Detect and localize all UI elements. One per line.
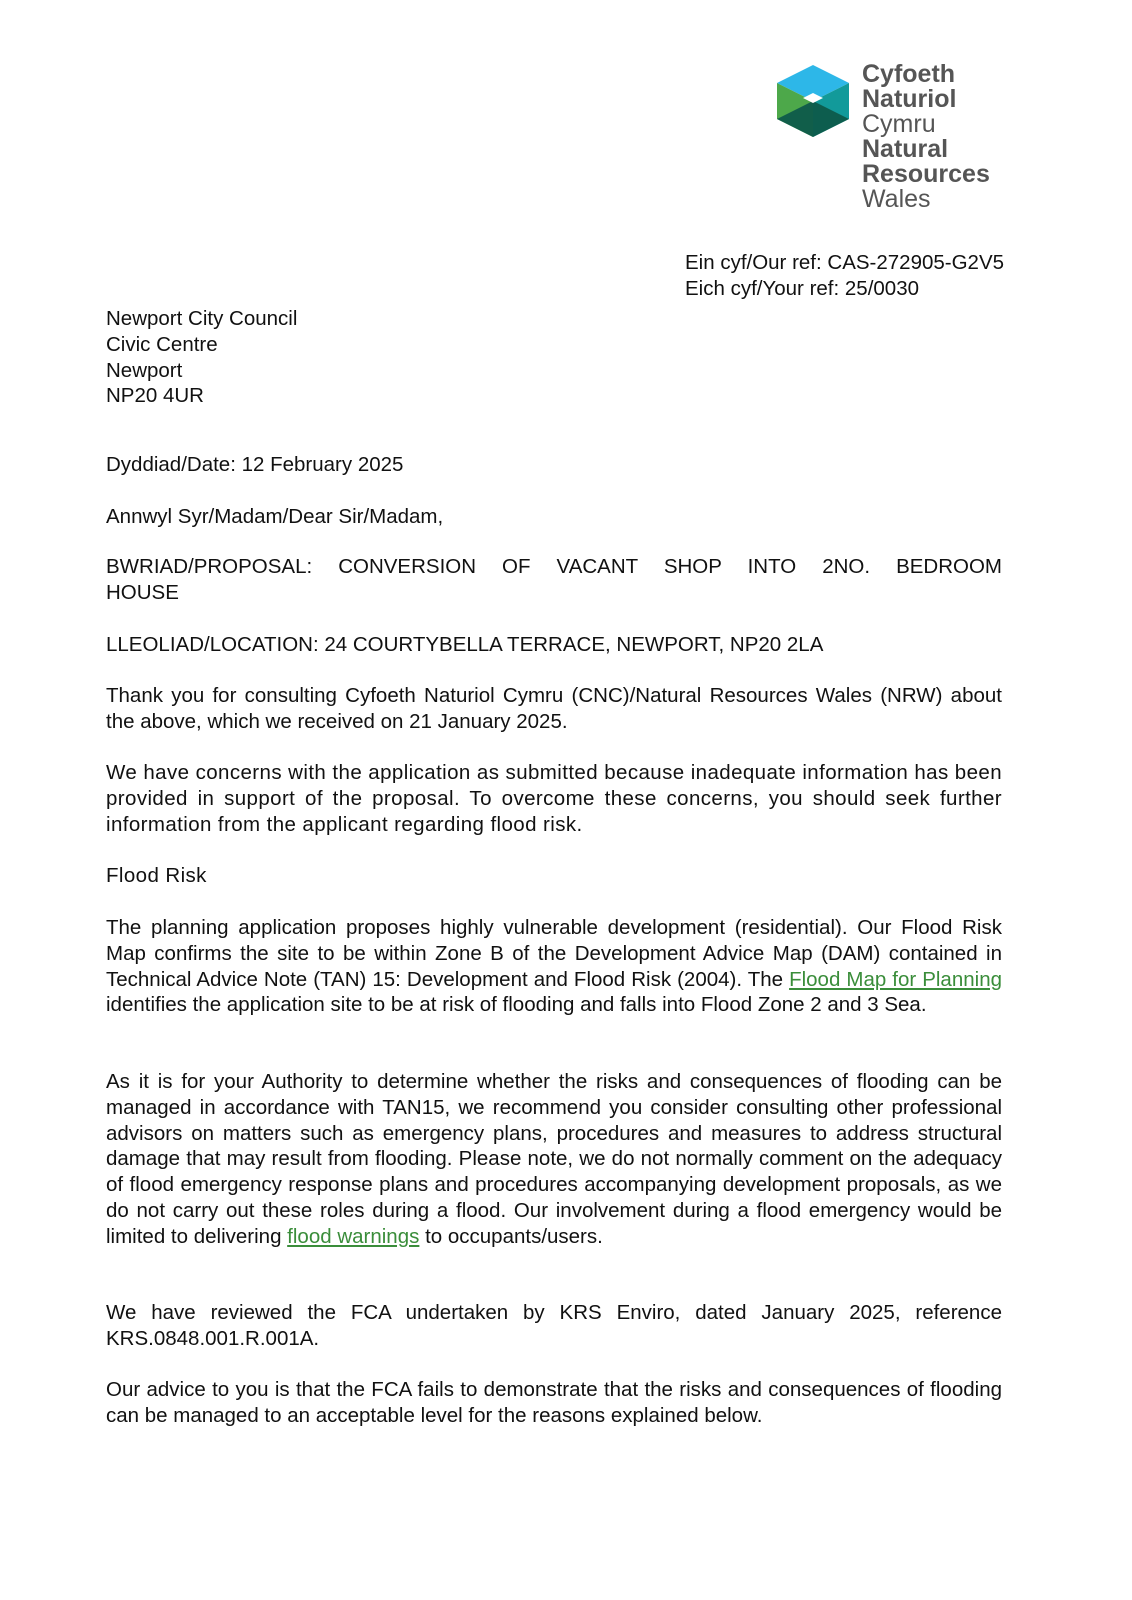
recipient-address <box>106 306 1002 409</box>
flood-map-link[interactable]: Flood Map for Planning <box>789 967 1002 991</box>
logo-line: Wales <box>862 185 931 213</box>
paragraph-fca-review: We have reviewed the FCA undertaken by KRS Enviro, dated January 2025, reference KRS.0848.001.R.001A. <box>106 1301 1002 1350</box>
paragraph-flood-zone <box>106 915 1002 1018</box>
logo-line: Cymru <box>862 110 936 138</box>
text: The planning application proposes highly vulnerable development (residential). Our Flood Risk Map confirms the site to be within Zone B of the Development Advice Map (DAM) contained in Technical Advice Note (TAN) 15: Development and Flood Risk (2004). The <box>106 916 1002 991</box>
our-ref: Ein cyf/Our ref: CAS-272905-G2V5 <box>685 251 1005 274</box>
address-line: NP20 4UR <box>106 384 204 408</box>
text: to occupants/users. <box>419 1224 603 1248</box>
nrw-logo <box>775 62 1015 222</box>
paragraph-advice: Our advice to you is that the FCA fails to demonstrate that the risks and consequences of flooding can be managed to an acceptable level for the reasons explained below. <box>106 1378 1002 1427</box>
your-ref: Eich cyf/Your ref: 25/0030 <box>685 276 919 300</box>
reference-block <box>685 250 1004 302</box>
paragraph-authority <box>106 1069 1002 1250</box>
paragraph-concerns: We have concerns with the application as submitted because inadequate information has been provided in support of the proposal. To overcome these concerns, you should seek further information from the applicant regarding flood risk. <box>106 761 1002 836</box>
flood-warnings-link[interactable]: flood warnings <box>287 1224 420 1248</box>
address-line: Civic Centre <box>106 332 218 356</box>
logo-line: Cyfoeth <box>862 60 956 88</box>
logo-line: Naturiol <box>862 85 957 113</box>
logo-line: Resources <box>862 160 990 188</box>
logo-wordmark <box>862 62 990 212</box>
address-line: Newport <box>106 358 183 382</box>
address-line: Newport City Council <box>106 307 298 330</box>
text: identifies the application site to be at risk of flooding and falls into Flood Zone 2 and 3 Sea. <box>106 993 927 1017</box>
heading-flood-risk: Flood Risk <box>106 864 207 887</box>
paragraph-consultation: Thank you for consulting Cyfoeth Naturiol Cymru (CNC)/Natural Resources Wales (NRW) about the above, which we received on 21 January 2025. <box>106 684 1002 733</box>
letter-date: Dyddiad/Date: 12 February 2025 <box>106 453 404 476</box>
location: LLEOLIAD/LOCATION: 24 COURTYBELLA TERRACE, NEWPORT, NP20 2LA <box>106 633 824 656</box>
salutation: Annwyl Syr/Madam/Dear Sir/Madam, <box>106 505 444 528</box>
proposal: BWRIAD/PROPOSAL: CONVERSION OF VACANT SHOP INTO 2NO. BEDROOM HOUSE <box>106 555 1002 604</box>
hexagon-logo-icon <box>775 65 851 137</box>
logo-line: Natural <box>862 135 949 163</box>
text: As it is for your Authority to determine whether the risks and consequences of flooding can be managed in accordance with TAN15, we recommend you consider consulting other professional advisors on matters such as emergency plans, procedures and measures to address structural damage that may result from flooding. Please note, we do not normally comment on the adequacy of flood emergency response plans and procedures accompanying development proposals, as we do not carry out these roles during a flood. Our involvement during a flood emergency would be limited to delivering <box>106 1070 1002 1248</box>
